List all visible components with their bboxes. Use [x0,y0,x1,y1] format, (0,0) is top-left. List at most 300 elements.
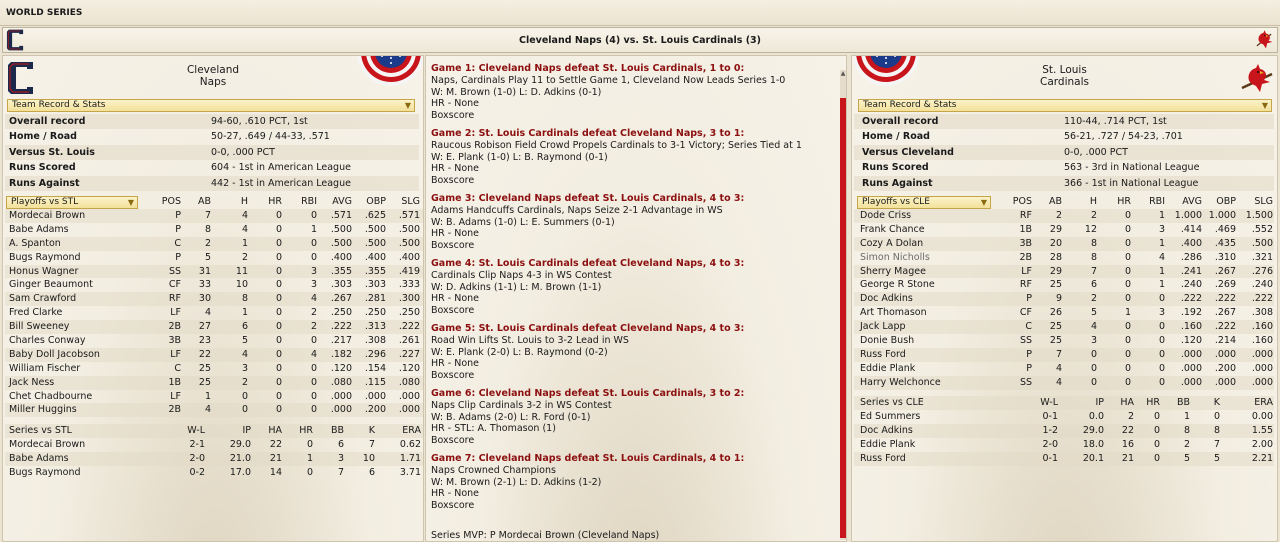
stat-cell: .222 [1180,293,1202,305]
team-name-line2: Naps [199,76,227,88]
record-row: Home / Road 56-21, .727 / 54-23, .701 [862,131,1183,143]
table-row[interactable] [5,278,423,292]
stat-cell: 0 [1124,210,1131,221]
table-row[interactable] [5,209,423,223]
stat-cell: P [1026,362,1032,374]
table-row[interactable] [854,362,1274,376]
cleveland-panel [2,55,424,542]
stat-cell: 6 [1090,279,1097,291]
table-row[interactable] [5,320,423,334]
stat-cell: SS [1019,335,1032,347]
player-name[interactable]: George R Stone [860,279,935,291]
column-header: SLG [401,196,420,207]
stat-cell: .261 [398,335,420,347]
stat-cell: .222 [330,321,352,333]
stat-cell: 0 [1124,376,1131,388]
stat-cell: 6 [368,466,375,478]
table-row[interactable] [854,438,1274,452]
stat-cell: 25 [1049,321,1062,333]
column-header: BB [1176,397,1190,408]
game-title: Game 6: Cleveland Naps defeat St. Louis Cardinals, 3 to 2: [431,388,745,399]
stat-cell: 2B [1019,251,1032,263]
stat-cell: 7 [204,210,211,221]
game-summary [431,193,831,251]
stat-cell: 2B [168,321,181,333]
player-name[interactable]: Mordecai Brown [9,439,86,450]
chevron-down-icon: ▼ [980,198,987,207]
stat-cell: 0 [1124,293,1131,305]
stat-cell: .000 [398,404,420,416]
stats-dropdown[interactable] [858,99,1272,112]
stat-cell: 4 [204,404,211,416]
stat-cell: 7 [368,439,375,450]
table-row[interactable] [854,209,1274,223]
stat-cell: 21.0 [229,452,251,464]
stat-cell: P [1026,348,1032,360]
stat-cell: CF [168,279,181,291]
stat-cell: .000 [1214,376,1236,388]
matchup-title: Cleveland Naps (4) vs. St. Louis Cardinals (3) [518,35,761,46]
stat-cell: 4 [1055,362,1062,374]
stat-cell: 8 [1090,251,1097,263]
boxscore-link[interactable]: Boxscore [431,304,475,316]
column-header: AB [197,196,211,207]
stat-cell: 7 [1213,438,1220,450]
column-header: IP [242,425,251,436]
player-name[interactable]: Doc Adkins [860,293,913,305]
stat-cell: 0 [310,362,317,374]
table-row[interactable] [5,334,423,348]
table-row[interactable] [854,223,1274,237]
player-name[interactable]: Russ Ford [860,348,906,360]
player-name[interactable]: Doc Adkins [860,424,913,436]
stat-cell: .192 [1180,307,1202,319]
stat-cell: 0 [275,335,282,347]
stat-cell: .269 [1214,279,1236,291]
game-headline: Road Win Lifts St. Louis to 3-2 Lead in WS [431,335,629,346]
table-row[interactable] [5,251,423,265]
stat-cell: 2-0 [189,452,205,464]
stat-cell: 0 [275,265,282,277]
stat-cell: 22 [198,348,211,360]
stat-cell: .276 [1251,265,1273,277]
player-name[interactable]: Eddie Plank [860,438,916,450]
stat-cell: 3B [1019,237,1032,249]
stat-cell: 2 [1127,411,1134,422]
stat-cell: 3 [1158,223,1165,235]
player-name[interactable]: Babe Adams [9,452,69,464]
stat-cell: 4 [241,223,248,235]
table-row[interactable] [854,320,1274,334]
batting-split-label: Playoffs vs STL [11,197,79,207]
stat-cell: 1 [306,452,313,464]
stat-cell: .267 [1214,307,1236,319]
stats-dropdown-label: Team Record & Stats [12,100,106,110]
stat-cell: 30 [198,293,211,305]
stat-cell: 0 [1090,348,1097,360]
stat-cell: 1.55 [1251,424,1273,436]
stat-cell: P [175,251,181,263]
game-summary [431,128,831,186]
stat-cell: 1.500 [1245,210,1273,221]
stat-cell: 0 [310,210,317,221]
stat-cell: .500 [364,223,386,235]
stat-cell: .355 [364,265,386,277]
stat-cell: .222 [1251,293,1273,305]
stat-cell: .500 [330,223,352,235]
stat-cell: 3B [168,335,181,347]
batting-table [5,195,423,417]
stat-cell: P [1026,293,1032,305]
stat-cell: .000 [1180,348,1202,360]
stat-cell: 1 [1124,307,1131,319]
game-pitchers: W: B. Adams (1-0) L: E. Summers (0-1) [431,216,615,228]
table-row[interactable] [5,403,423,417]
stat-cell: .222 [398,321,420,333]
game-title: Game 7: Cleveland Naps defeat St. Louis Cardinals, 4 to 1: [431,453,745,464]
stat-cell: .250 [364,307,386,319]
table-row[interactable] [854,410,1274,424]
column-header: W-L [187,425,205,436]
stat-cell: 2 [241,376,248,388]
table-row[interactable] [854,376,1274,390]
game-pitchers: W: D. Adkins (1-1) L: M. Brown (1-1) [431,281,602,293]
stats-dropdown-label: Team Record & Stats [863,100,957,110]
stat-cell: 6 [337,439,344,450]
player-name[interactable]: Jack Lapp [860,321,906,333]
chevron-down-icon: ▼ [404,101,411,110]
player-name[interactable]: A. Spanton [9,237,61,249]
pitching-split-label: Series vs CLE [860,397,924,408]
stat-cell: 4 [204,307,211,319]
stat-cell: 1.000 [1208,210,1236,221]
column-header: IP [1095,397,1104,408]
stat-cell: .080 [398,376,420,388]
series-mvp: Series MVP: P Mordecai Brown (Cleveland Naps) [431,530,660,541]
stat-cell: 21 [1121,452,1134,464]
game-pitchers: W: M. Brown (2-1) L: D. Adkins (1-2) [431,476,602,488]
player-name[interactable]: Honus Wagner [9,265,79,277]
stat-cell: .160 [1180,321,1202,333]
stat-cell: .222 [1214,321,1236,333]
table-row[interactable] [854,265,1274,279]
column-header: K [1213,397,1220,408]
stat-cell: 0 [1158,348,1165,360]
stat-cell: 25 [198,362,211,374]
stat-cell: LF [170,348,181,360]
stlouis-panel [851,55,1278,542]
column-header: H [240,196,248,207]
stat-cell: 12 [1084,223,1097,235]
stat-cell: 0 [275,210,282,221]
stat-cell: 0 [275,362,282,374]
stat-cell: 0 [1153,411,1160,422]
chevron-down-icon: ▼ [127,198,134,207]
record-row: Overall record 110-44, .714 PCT, 1st [854,114,1274,129]
player-name[interactable]: Baby Doll Jacobson [9,348,100,360]
batting-split-label: Playoffs vs CLE [862,197,930,207]
stat-cell: 22 [1121,424,1134,436]
player-name[interactable]: Ed Summers [860,411,921,422]
cardinal-bird-logo-icon[interactable] [1253,29,1275,51]
stat-cell: .154 [364,362,386,374]
scroll-up-icon[interactable]: ▲ [840,70,846,77]
stat-cell: 22 [269,439,282,450]
stat-cell: 2-0 [1042,438,1058,450]
stat-cell: LF [1021,265,1032,277]
pitching-split-label: Series vs STL [9,425,72,436]
stat-cell: 1 [1158,279,1165,291]
stat-cell: 0 [275,348,282,360]
player-name[interactable]: Simon Nicholls [860,251,930,263]
stat-cell: .200 [364,404,386,416]
player-name[interactable]: Cozy A Dolan [860,237,924,249]
stat-cell: .310 [1214,251,1236,263]
table-row[interactable] [5,348,423,362]
stat-cell: 0-1 [1042,411,1058,422]
stat-cell: 33 [198,279,211,291]
stat-cell: 0.62 [399,439,421,450]
player-name[interactable]: William Fischer [9,362,81,374]
boxscore-link[interactable]: Boxscore [431,109,475,121]
player-name[interactable]: Bill Sweeney [9,321,70,333]
stat-cell: 0 [1124,251,1131,263]
player-name[interactable]: Sam Crawford [9,293,77,305]
column-header: HR [1117,196,1131,207]
stat-cell: .120 [330,362,352,374]
player-name[interactable]: Jack Ness [9,376,55,388]
game-headline: Naps Crowned Champions [431,465,556,476]
player-name[interactable]: Chet Chadbourne [9,390,93,402]
column-header: AVG [332,196,352,207]
game-headline: Naps, Cardinals Play 11 to Settle Game 1, Cleveland Now Leads Series 1-0 [431,75,786,86]
team-name-line1: St. Louis [1042,64,1087,76]
team-records [5,114,419,191]
stat-cell: 2 [241,251,248,263]
player-name[interactable]: Harry Welchonce [860,376,941,388]
table-header-row [5,424,423,438]
stat-cell: 2 [1090,293,1097,305]
table-row[interactable] [854,452,1274,466]
column-header: HA [268,425,282,436]
table-row[interactable] [5,466,423,480]
pitching-table [854,396,1274,466]
stat-cell: SS [1019,376,1032,388]
stat-cell: 0 [310,237,317,249]
stat-cell: 0 [275,307,282,319]
stats-dropdown[interactable] [7,99,415,112]
scrollbar-thumb[interactable] [840,98,846,538]
stat-cell: .160 [1251,335,1273,347]
stat-cell: 3 [1090,335,1097,347]
stat-cell: 7 [337,466,344,478]
team-records [854,114,1274,191]
stat-cell: 1 [1183,411,1190,422]
stat-cell: .182 [330,348,352,360]
stat-cell: .200 [1214,362,1236,374]
stat-cell: .000 [1214,348,1236,360]
player-name[interactable]: Bugs Raymond [9,251,81,263]
boxscore-link[interactable]: Boxscore [431,434,475,446]
stat-cell: 0 [275,293,282,305]
table-row[interactable] [5,223,423,237]
stat-cell: .160 [1251,321,1273,333]
stat-cell: 7 [1055,348,1062,360]
record-row: Runs Against 442 - 1st in American League [5,176,419,191]
stat-cell: .250 [398,307,420,319]
table-row[interactable] [5,292,423,306]
player-name[interactable]: Fred Clarke [9,307,63,319]
table-row[interactable] [5,376,423,390]
player-name[interactable]: Art Thomason [860,307,927,319]
stat-cell: 0-2 [189,466,205,478]
stat-cell: .469 [1214,223,1236,235]
game-hr: HR - None [431,488,479,500]
table-header-row [5,195,423,209]
stat-cell: RF [168,293,181,305]
stat-cell: 0.00 [1251,411,1273,422]
stat-cell: .400 [330,251,352,263]
table-row[interactable] [854,251,1274,265]
player-name[interactable]: Charles Conway [9,335,86,347]
stat-cell: 0 [275,223,282,235]
stat-cell: 7 [1090,265,1097,277]
stat-cell: 3 [310,265,317,277]
player-name[interactable]: Eddie Plank [860,362,916,374]
table-row[interactable] [854,237,1274,251]
table-row[interactable] [854,348,1274,362]
stat-cell: 0 [275,376,282,388]
table-row[interactable] [854,306,1274,320]
game-summary [431,453,831,511]
stat-cell: 0 [1158,321,1165,333]
stat-cell: .400 [1180,237,1202,249]
stat-cell: SS [168,265,181,277]
table-header-row [854,195,1274,209]
team-name-line2: Cardinals [1040,76,1089,88]
patriotic-bunting-icon [357,55,424,90]
stat-cell: 4 [1090,321,1097,333]
stat-cell: RF [1019,279,1032,291]
stat-cell: 0 [1158,376,1165,388]
boxscore-link[interactable]: Boxscore [431,174,475,186]
stat-cell: .500 [330,237,352,249]
stat-cell: 2 [1055,210,1062,221]
record-row: Runs Scored 563 - 3rd in National League [862,162,1200,174]
boxscore-link[interactable]: Boxscore [431,499,475,511]
matchup-bar [2,27,1278,53]
page-title: WORLD SERIES [6,8,83,18]
stat-cell: 1 [241,237,248,249]
stat-cell: 5 [1213,452,1220,464]
column-header: AB [1048,196,1062,207]
table-row[interactable] [854,424,1274,438]
stat-cell: 3 [310,279,317,291]
stat-cell: 1 [241,307,248,319]
stat-cell: 0 [241,404,248,416]
stat-cell: .333 [398,279,420,291]
stat-cell: .267 [330,293,352,305]
stat-cell: 29.0 [1082,424,1104,436]
stat-cell: .214 [1214,335,1236,347]
stat-cell: .000 [330,390,352,402]
game-pitchers: W: B. Adams (2-0) L: R. Ford (0-1) [431,411,591,423]
stat-cell: .000 [1251,348,1273,360]
stat-cell: 5 [204,251,211,263]
stat-cell: .296 [364,348,386,360]
player-name[interactable]: Frank Chance [860,223,925,235]
stat-cell: 4 [241,348,248,360]
player-name[interactable]: Russ Ford [860,452,906,464]
stat-cell: .435 [1214,237,1236,249]
stat-cell: 27 [198,321,211,333]
game-pitchers: W: M. Brown (1-0) L: D. Adkins (0-1) [431,86,602,98]
stat-cell: 23 [198,335,211,347]
stat-cell: 20.1 [1082,452,1104,464]
game-hr: HR - None [431,358,479,370]
stat-cell: 0 [310,251,317,263]
stat-cell: 0.0 [1088,411,1104,422]
stat-cell: 16 [1121,438,1134,450]
games-panel [425,55,847,542]
stat-cell: 8 [1183,424,1190,436]
stat-cell: 3 [337,452,344,464]
table-row[interactable] [5,237,423,251]
table-row[interactable] [5,452,423,466]
stat-cell: .571 [330,210,352,221]
stat-cell: .500 [364,237,386,249]
table-row[interactable] [5,265,423,279]
stat-cell: 1.000 [1174,210,1202,221]
table-row[interactable] [5,362,423,376]
table-row[interactable] [854,292,1274,306]
table-row[interactable] [854,334,1274,348]
stat-cell: 10 [235,279,248,291]
table-row[interactable] [5,390,423,404]
stat-cell: 0 [1124,362,1131,374]
column-header: AVG [1182,196,1202,207]
player-name[interactable]: Babe Adams [9,223,69,235]
player-name[interactable]: Dode Criss [860,210,912,221]
boxscore-link[interactable]: Boxscore [431,369,475,381]
stat-cell: 1 [1158,210,1165,221]
stat-cell: 0 [1124,223,1131,235]
stat-cell: 4 [310,348,317,360]
table-row[interactable] [5,438,423,452]
stat-cell: .115 [364,376,386,388]
stat-cell: 0 [1153,424,1160,436]
stat-cell: 11 [235,265,248,277]
player-name[interactable]: Mordecai Brown [9,210,86,221]
stat-cell: 0 [1124,265,1131,277]
scrollbar[interactable] [840,70,846,540]
table-header-row [854,396,1274,410]
player-name[interactable]: Donie Bush [860,335,915,347]
player-name[interactable]: Ginger Beaumont [9,279,93,291]
stat-cell: 8 [241,293,248,305]
stat-cell: 29.0 [229,439,251,450]
player-name[interactable]: Bugs Raymond [9,466,81,478]
boxscore-link[interactable]: Boxscore [431,239,475,251]
stat-cell: 3 [1158,307,1165,319]
player-name[interactable]: Miller Huggins [9,404,77,416]
player-name[interactable]: Sherry Magee [860,265,926,277]
column-header: OBP [1216,196,1236,207]
table-row[interactable] [854,278,1274,292]
table-row[interactable] [5,306,423,320]
stat-cell: 2 [310,321,317,333]
game-headline: Adams Handcuffs Cardinals, Naps Seize 2-1 Advantage in WS [431,205,723,216]
